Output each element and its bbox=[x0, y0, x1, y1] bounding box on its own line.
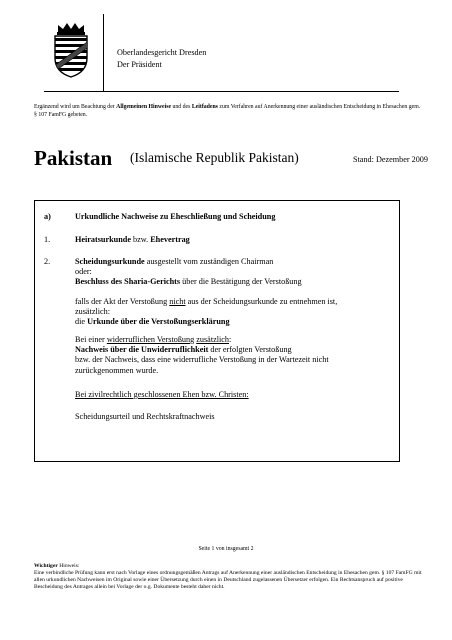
item1-text bbox=[75, 235, 190, 245]
title-row bbox=[34, 146, 428, 172]
zivilrechtlich-heading: Bei zivilrechtlich geschlossenen Ehen bzw. Christen: bbox=[75, 390, 249, 399]
paragraph-verstossung bbox=[75, 297, 337, 328]
item2-line1-rest: ausgestellt vom zuständigen Chairman bbox=[144, 257, 274, 266]
important-notice bbox=[34, 563, 426, 591]
section-heading: Urkundliche Nachweise zu Eheschließung und Scheidung bbox=[75, 212, 276, 221]
para2-d: zurückgenommen wurde. bbox=[75, 365, 159, 375]
stand-date: Stand: Dezember 2009 bbox=[352, 155, 428, 164]
link-leitfaden[interactable]: Leitfadens bbox=[191, 104, 218, 110]
widerrufliche-verstossung: widerruflichen Verstoßung bbox=[106, 335, 195, 344]
verstossungserklaerung: Urkunde über die Verstoßungserklärung bbox=[87, 317, 230, 327]
paragraph-widerruflich bbox=[75, 335, 329, 376]
court-name: Oberlandesgericht Dresden bbox=[117, 48, 207, 57]
para1-zusaetzlich: zusätzlich: bbox=[75, 307, 111, 317]
para2-a3: : bbox=[229, 335, 232, 344]
warn-bold: Wichtiger bbox=[34, 563, 58, 569]
item2-line3-rest: über die Bestätigung der Verstoßung bbox=[180, 277, 302, 287]
link-allgemeine-hinweise[interactable]: Allgemeinen Hinweise bbox=[116, 104, 172, 110]
unwiderruflichkeit: Nachweis über die Unwiderruflichkeit bbox=[75, 345, 209, 355]
para2-b-rest: der erfolgten Verstoßung bbox=[208, 345, 292, 355]
country-title: Pakistan bbox=[34, 146, 113, 170]
para1-a2: aus der Scheidungsurkunde zu entnehmen ist, bbox=[185, 297, 338, 306]
warn-label: Hinweis: bbox=[57, 563, 80, 569]
notice-text bbox=[34, 104, 424, 119]
item1-number: 1. bbox=[44, 235, 51, 244]
heiratsurkunde: Heiratsurkunde bbox=[75, 235, 131, 244]
para1-a1: falls der Akt der Verstoßung bbox=[75, 297, 170, 306]
item2-number: 2. bbox=[44, 257, 51, 266]
para2-zusaetzlich: zusätzlich bbox=[196, 335, 229, 344]
letterhead-vertical-rule bbox=[103, 14, 104, 92]
scheidungsurkunde: Scheidungsurkunde bbox=[75, 257, 145, 266]
notice-prefix: Ergänzend wird um Beachtung der bbox=[34, 104, 117, 110]
page-number: Seite 1 von insgesamt 2 bbox=[198, 546, 254, 552]
item1-mid: bzw. bbox=[130, 235, 151, 244]
para1-nicht: nicht bbox=[169, 297, 186, 306]
para2-c: bzw. der Nachweis, dass eine widerrufliche Verstoßung in der Wartezeit nicht bbox=[75, 355, 329, 365]
warn-text: Eine verbindliche Prüfung kann erst nach Vorlage eines ordnungsgemäßen Antrags auf Anerkennung einer ausländischen Entscheidung in Ehesachen gem. § 107 FamFG mit allen urkundlichen Nachweisen im Original sowie einer Übersetzung durch einen in Deutschland zugelassenen Übersetzer erfolgen. Ein Rechtsanspruch auf positive Bescheidung des Antrages allein bei Vorlage der o.g. Dokumente besteht daher nicht. bbox=[34, 570, 422, 591]
coat-of-arms-icon bbox=[50, 22, 92, 78]
para1-c1: die bbox=[75, 317, 88, 327]
item2-text bbox=[75, 257, 302, 288]
item2-oder: oder: bbox=[75, 267, 92, 277]
notice-middle: und des bbox=[171, 104, 192, 110]
notice-suffix: zum Verfahren auf Anerkennung einer ausländischen Entscheidung in Ehesachen gem. § 107 FamFG gebeten. bbox=[34, 104, 421, 118]
sharia-beschluss: Beschluss des Sharia-Gerichts bbox=[75, 277, 181, 287]
court-letterhead bbox=[117, 47, 206, 71]
scheidungsurteil-text: Scheidungsurteil und Rechtskraftnachweis bbox=[75, 412, 215, 421]
ehevertrag: Ehevertrag bbox=[150, 235, 190, 244]
requirements-box bbox=[34, 200, 400, 462]
court-role: Der Präsident bbox=[117, 60, 162, 69]
official-country-name: (Islamische Republik Pakistan) bbox=[130, 150, 299, 165]
letterhead-horizontal-rule bbox=[44, 91, 399, 92]
para2-a1: Bei einer bbox=[75, 335, 107, 344]
section-label: a) bbox=[44, 212, 51, 221]
